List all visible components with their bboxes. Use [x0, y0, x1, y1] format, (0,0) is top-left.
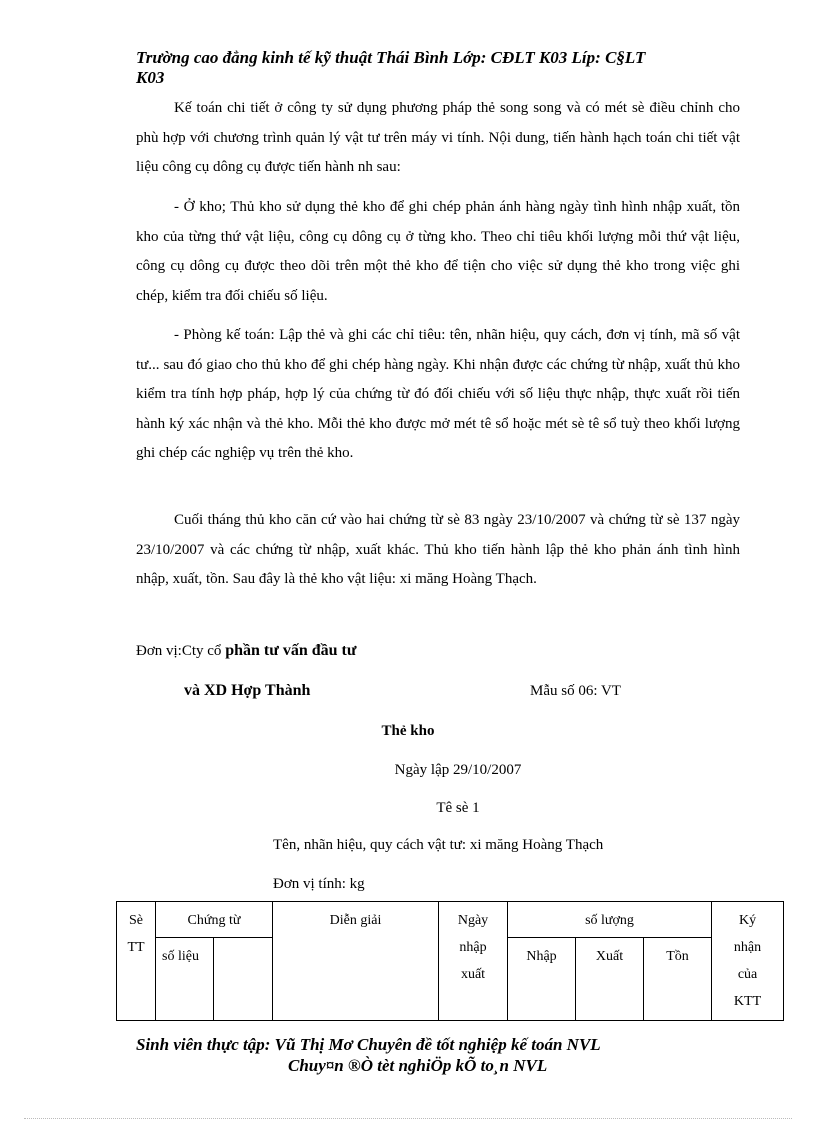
stock-card-table [116, 901, 784, 1021]
form-number: Mẫu số 06: VT [530, 683, 621, 699]
col-ngay-nhap-xuat: Ngày nhập xuất [439, 902, 508, 1021]
col-xuat: Xuất [576, 938, 644, 1021]
footer-line-1: Sinh viên thực tập: Vũ Thị Mơ Chuyên đề tốt nghiệp kế toán NVL [136, 1035, 601, 1054]
footer-line-2: Chuy¤n ®Ò tèt nghiÖp kÕ to¸n NVL [288, 1056, 548, 1075]
paragraph-1: Kế toán chi tiết ở công ty sử dụng phương pháp thẻ song song và có mét sè điều chỉnh cho phù hợp với chương trình quản lý vật tư trên máy vi tính. Nội dung, tiến hành hạch toán chi tiết vật liệu công cụ dông cụ được tiến hành nh sau: [136, 100, 740, 175]
paragraph-3: - Phòng kế toán: Lập thẻ và ghi các chỉ tiêu: tên, nhãn hiệu, quy cách, đơn vị tính, mã số vật tư... sau đó giao cho thủ kho để ghi chép hàng ngày. Khi nhận được các chứng từ nhập, xuất thủ kho kiểm tra tính hợp pháp, hợp lý của chứng từ đó đối chiếu với số liệu thực nhập, thực xuất rồi tiến hành ký xác nhận và thẻ kho. Mỗi thẻ kho được mở mét tê sổ hoặc mét sè tê sổ tuỳ theo khối lượng ghi chép các nghiệp vụ trên thẻ kho. [136, 327, 740, 461]
col-ky-nhan: Ký nhận của KTT [712, 902, 784, 1021]
col-stt: Sè TT [117, 902, 156, 1021]
col-chung-tu: Chứng từ [156, 902, 273, 938]
header-line-1: Trường cao đẳng kinh tế kỹ thuật Thái Bình Lớp: CĐLT K03 Líp: C§LT [136, 48, 646, 67]
col-nhap: Nhập [508, 938, 576, 1021]
card-sheet-number: Tê sè 1 [436, 800, 480, 816]
unit-name-bold: phần tư vấn đầu tư [225, 642, 357, 659]
document-header [136, 48, 746, 88]
card-title: Thẻ kho [381, 723, 435, 739]
unit-of-measure: Đơn vị tính: kg [273, 876, 365, 892]
header-line-2: K03 [136, 68, 165, 87]
paragraph-4: Cuối tháng thủ kho căn cứ vào hai chứng từ sè 83 ngày 23/10/2007 và chứng từ sè 137 ngày 23/10/2007 và các chứng từ nhập, xuất khác. Thủ kho tiến hành lập thẻ kho phản ánh tình hình nhập, xuất, tồn. Sau đây là thẻ kho vật liệu: xi măng Hoàng Thạch. [136, 512, 740, 587]
page-bottom-divider [24, 1118, 792, 1119]
col-so-luong: số lượng [508, 902, 712, 938]
col-so-lieu: số liệu [156, 938, 214, 1021]
unit-line [136, 641, 356, 661]
unit-prefix: Đơn vị:Cty cổ [136, 643, 226, 659]
card-date: Ngày lập 29/10/2007 [394, 762, 522, 778]
col-dien-giai: Diễn giải [273, 902, 439, 1021]
material-name: Tên, nhãn hiệu, quy cách vật tư: xi măng Hoàng Thạch [273, 837, 604, 853]
col-ton: Tồn [644, 938, 712, 1021]
unit-line-2: và XD Hợp Thành [184, 682, 311, 699]
col-ngay-thang [214, 938, 273, 1021]
paragraph-2: - Ở kho; Thủ kho sử dụng thẻ kho để ghi chép phản ánh hàng ngày tình hình nhập xuất, tồn kho của từng thứ vật liệu, công cụ dông cụ ở từng kho. Theo chỉ tiêu khối lượng mỗi thứ vật liệu, công cụ dông cụ được theo dõi trên một thẻ kho để tiện cho việc sử dụng thẻ kho trong việc ghi chép, kiểm tra đối chiếu số liệu. [136, 199, 740, 304]
